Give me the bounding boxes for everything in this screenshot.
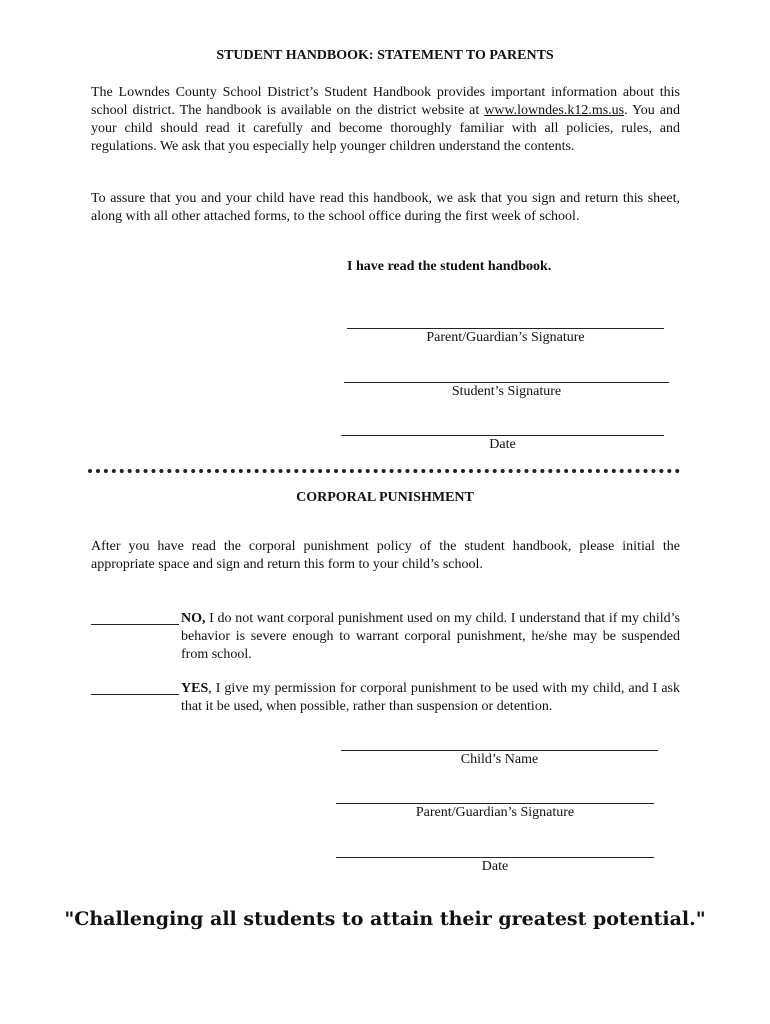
page-title: STUDENT HANDBOOK: STATEMENT TO PARENTS [216, 48, 554, 63]
no-text: I do not want corporal punishment used on my child. I understand that if my child’s behavior is severe enough to warrant corporal punishment, he/she may be suspended from school. [181, 611, 680, 662]
section-divider [88, 469, 680, 473]
corporal-date-line[interactable] [336, 857, 654, 858]
corporal-instructions-text: After you have read the corporal punishment policy of the student handbook, please initial the appropriate space and sign and return this form to your child’s school. [91, 539, 680, 572]
intro-paragraph-2-text: To assure that you and your child have read this handbook, we ask that you sign and return this sheet, along with all other attached forms, to the school office during the first week of school. [91, 191, 680, 224]
corporal-instructions [91, 538, 680, 574]
no-label: NO, [181, 611, 206, 626]
no-initial-line[interactable] [91, 624, 179, 625]
intro-paragraph-1 [91, 84, 680, 156]
child-name-label: Child’s Name [460, 752, 539, 767]
intro-paragraph-2 [91, 190, 680, 226]
yes-initial-line[interactable] [91, 694, 179, 695]
intro-text-continued: . You and your child should read it carefully and become thoroughly familiar with all policies, rules, and regulations. We ask that you especially help younger children understand the contents. [91, 103, 680, 154]
district-website-link[interactable]: www.lowndes.k12.ms.us [484, 103, 625, 118]
date-line[interactable] [341, 435, 664, 436]
yes-label: YES [181, 681, 209, 696]
date-label: Date [489, 437, 516, 452]
intro-text: The Lowndes County School District’s Student Handbook provides important information about this school district. The handbook is available on the district website at [91, 85, 680, 118]
student-signature-line[interactable] [344, 382, 669, 383]
corporal-date-label: Date [481, 859, 509, 874]
district-motto: "Challenging all students to attain their greatest potential." [64, 908, 706, 930]
option-no [91, 610, 680, 664]
student-signature-label: Student’s Signature [451, 384, 562, 399]
corporal-punishment-title: CORPORAL PUNISHMENT [296, 490, 474, 505]
corporal-parent-signature-label: Parent/Guardian’s Signature [415, 805, 575, 820]
acknowledgement-statement: I have read the student handbook. [347, 259, 552, 274]
yes-text: , I give my permission for corporal punishment to be used with my child, and I ask that it be used, when possible, rather than suspension or detention. [181, 681, 680, 714]
child-name-line[interactable] [341, 750, 658, 751]
corporal-parent-signature-line[interactable] [336, 803, 654, 804]
parent-signature-label: Parent/Guardian’s Signature [426, 330, 585, 345]
parent-signature-line[interactable] [347, 328, 664, 329]
option-yes [91, 680, 680, 716]
